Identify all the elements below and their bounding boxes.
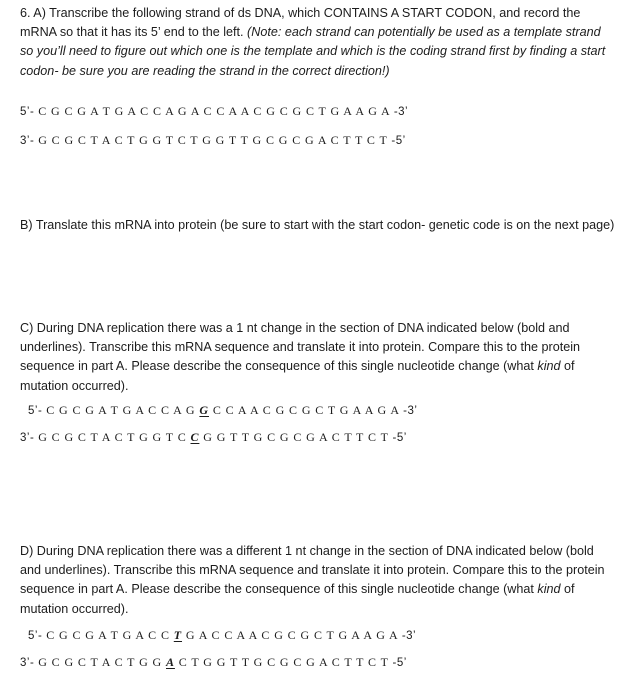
strand-bases: C G C G A T G A C C A G A C C A A C G C G C T G A A G A [38, 104, 390, 118]
mutated-base: T [173, 628, 183, 642]
question-6a-prompt [20, 4, 616, 81]
strand-bases: G C G C T A C T G G T C T G G T T G C G C G A C T T C T [38, 133, 388, 147]
question-6b-prompt: B) Translate this mRNA into protein (be sure to start with the start codon- genetic code is on the next page) [20, 218, 615, 232]
dna-strand-c-bottom: 3’- G C G C T A C T G G T C C G G T T G C G C G A C T T C T -5’ [20, 430, 407, 444]
dna-strand-c-top: 5’- C G C G A T G A C C A G G C C A A C G C G C T G A A G A -3’ [28, 403, 418, 417]
mutated-base: A [166, 655, 175, 669]
mutated-base: C [190, 430, 200, 444]
mutated-base: G [199, 403, 209, 417]
dna-strand-a-bottom: 3’- G C G C T A C T G G T C T G G T T G C G C G A C T T C T -5’ [20, 133, 406, 147]
question-6a-note: (Note: each strand can potentially be used as a template strand so you’ll need to figure out which one is the template and which is the coding strand first by finding a start codon- be sure you are reading the strand in the correct direction!) [20, 25, 606, 78]
question-6d-prompt: D) During DNA replication there was a different 1 nt change in the section of DNA indicated below (bold and underlines). Transcribe this mRNA sequence and translate it into protein. Compare this to the protein sequence in part A. Please describe the consequence of this single nucleotide change (what kind of mutation occurred). [20, 544, 605, 616]
question-6a-lead: 6. A) Transcribe the following strand of ds DNA, which CONTAINS A START CODON, and record the mRNA so that it has its 5’ end to the left. [20, 6, 581, 40]
dna-strand-d-top: 5’- C G C G A T G A C C T G A C C A A C G C G C T G A A G A -3’ [28, 628, 417, 642]
question-6c-prompt: C) During DNA replication there was a 1 nt change in the section of DNA indicated below (bold and underlines). Transcribe this mRNA sequence and translate it into protein. Compare this to the protein sequence in part A. Please describe the consequence of this single nucleotide change (what kind of mutation occurred). [20, 321, 581, 393]
dna-strand-a-top: 5’- C G C G A T G A C C A G A C C A A C G C G C T G A A G A -3’ [20, 104, 409, 118]
dna-strand-d-bottom: 3’- G C G C T A C T G G A C T G G T T G C G C G A C T T C T -5’ [20, 655, 407, 669]
